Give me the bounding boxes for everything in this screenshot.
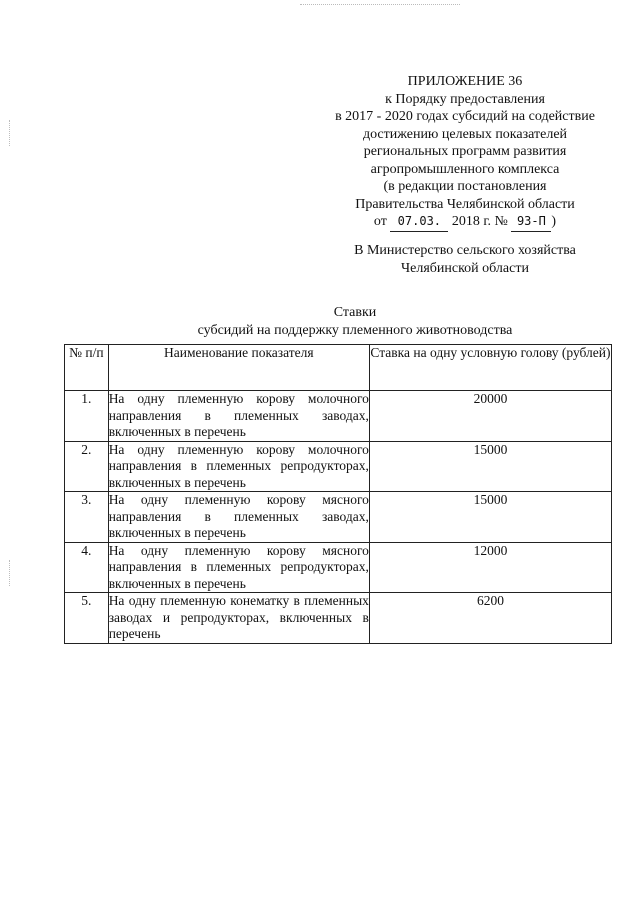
table-row bbox=[65, 492, 612, 543]
header-line: Правительства Челябинской области bbox=[355, 196, 575, 212]
row-name: На одну племенную конематку в племенных заводах и репродукторах, включенных в перечень bbox=[108, 593, 369, 641]
row-rate: 20000 bbox=[369, 391, 611, 442]
row-name: На одну племенную корову молочного направления в племенных репродукторах, включенных в перечень bbox=[108, 441, 369, 490]
row-num: 4. bbox=[65, 542, 109, 593]
header-line: достижению целевых показателей bbox=[362, 126, 568, 142]
title-line: субсидий на поддержку племенного животноводства bbox=[197, 323, 513, 338]
date-prefix: от bbox=[373, 214, 387, 229]
header-line: агропромышленного комплекса bbox=[370, 161, 560, 177]
date-close: ) bbox=[551, 214, 557, 229]
row-name: На одну племенную корову мясного направления в племенных заводах, включенных в перечень bbox=[108, 492, 369, 540]
handwritten-date: 07.03. bbox=[390, 213, 448, 232]
header-line: в 2017 - 2020 годах субсидий на содействие bbox=[335, 109, 595, 124]
table-row bbox=[65, 593, 612, 644]
row-num: 3. bbox=[65, 492, 109, 543]
header-rate: Ставка на одну условную голову (рублей) bbox=[369, 345, 611, 391]
row-rate: 15000 bbox=[369, 441, 611, 492]
table-row bbox=[65, 542, 612, 593]
header-num: № п/п bbox=[65, 345, 109, 391]
row-name: На одну племенную корову молочного направления в племенных заводах, включенных в перечень bbox=[108, 391, 369, 439]
row-name: На одну племенную корову мясного направления в племенных репродукторах, включенных в перечень bbox=[108, 542, 369, 591]
row-rate: 6200 bbox=[369, 593, 611, 644]
table-row bbox=[65, 391, 612, 442]
row-rate: 15000 bbox=[369, 492, 611, 543]
header-line: к Порядку предоставления bbox=[385, 91, 545, 107]
handwritten-number: 93-П bbox=[511, 213, 551, 232]
appendix-title: ПРИЛОЖЕНИЕ 36 bbox=[407, 74, 523, 89]
appendix-header bbox=[300, 73, 630, 232]
date-year: 2018 г. № bbox=[451, 214, 508, 229]
resolution-date-line bbox=[300, 213, 630, 232]
scan-artifact bbox=[9, 120, 11, 146]
scan-artifact bbox=[9, 560, 11, 586]
header-line: региональных программ развития bbox=[363, 144, 567, 159]
addressee-line: В Министерство сельского хозяйства bbox=[354, 243, 576, 258]
addressee-line: Челябинской области bbox=[401, 260, 529, 276]
row-rate: 12000 bbox=[369, 542, 611, 593]
row-num: 2. bbox=[65, 441, 109, 492]
title-line: Ставки bbox=[333, 305, 377, 320]
document-title bbox=[60, 304, 640, 340]
header-name: Наименование показателя bbox=[108, 345, 369, 391]
rates-table bbox=[64, 344, 612, 644]
header-line: (в редакции постановления bbox=[383, 179, 547, 194]
row-num: 5. bbox=[65, 593, 109, 644]
table-header-row bbox=[65, 345, 612, 391]
addressee-block bbox=[300, 242, 630, 277]
scan-artifact bbox=[300, 4, 460, 7]
table-row bbox=[65, 441, 612, 492]
row-num: 1. bbox=[65, 391, 109, 442]
